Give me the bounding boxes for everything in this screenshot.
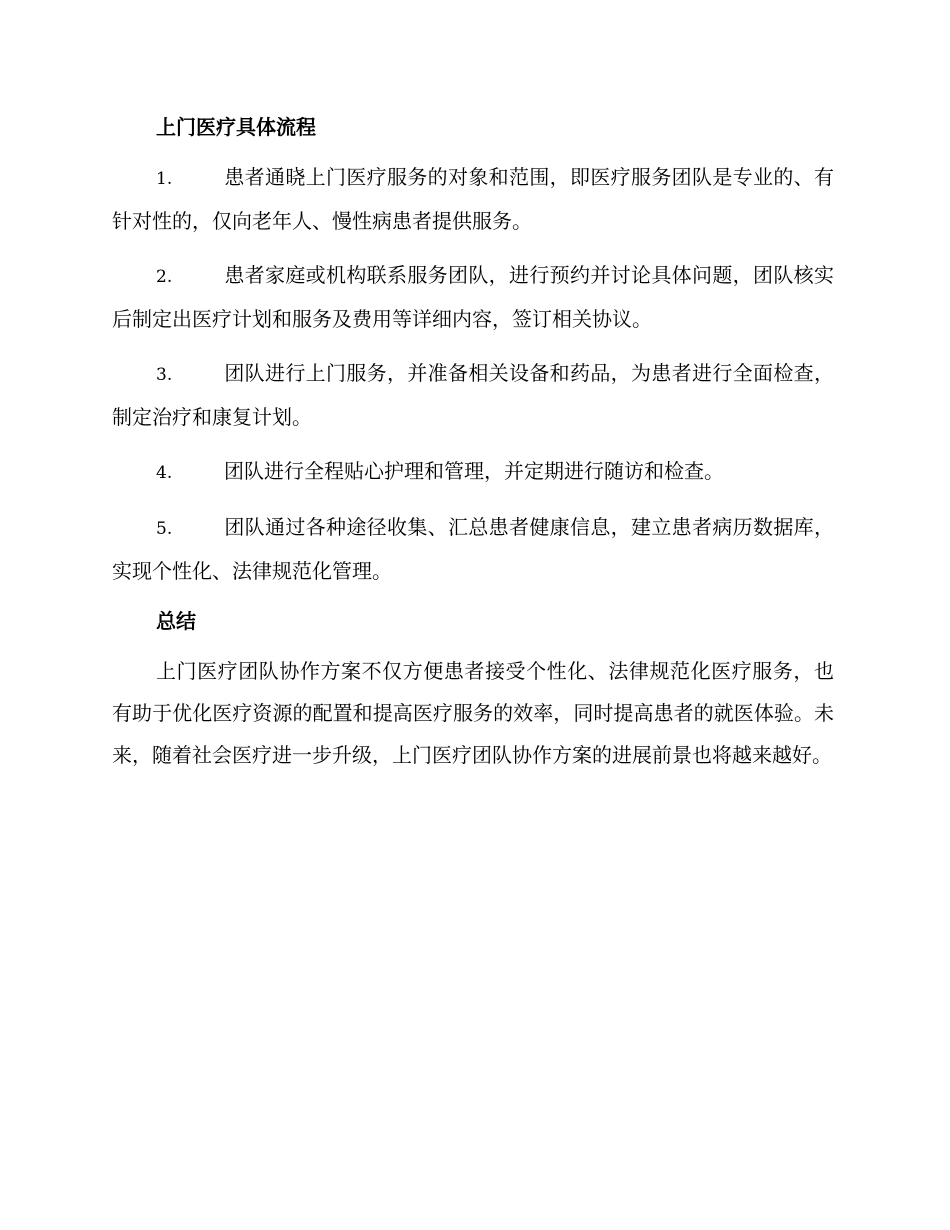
list-item-number: 4. bbox=[156, 463, 173, 483]
list-item-text: 团队进行上门服务，并准备相关设备和药品，为患者进行全面检查，制定治疗和康复计划。 bbox=[112, 361, 834, 429]
list-item-text: 团队通过各种途径收集、汇总患者健康信息，建立患者病历数据库，实现个性化、法律规范化管理。 bbox=[112, 515, 834, 583]
list-item-text: 团队进行全程贴心护理和管理，并定期进行随访和检查。 bbox=[224, 459, 724, 483]
section-heading-process: 上门医疗具体流程 bbox=[156, 115, 316, 139]
document-body bbox=[112, 110, 834, 776]
list-item bbox=[112, 506, 834, 592]
list-item bbox=[112, 450, 834, 494]
summary-paragraph: 上门医疗团队协作方案不仅方便患者接受个性化、法律规范化医疗服务，也有助于优化医疗资源的配置和提高医疗服务的效率，同时提高患者的就医体验。未来，随着社会医疗进一步升级，上门医疗团队协作方案的进展前景也将越来越好。 bbox=[112, 659, 834, 767]
list-item bbox=[112, 352, 834, 438]
list-item bbox=[112, 156, 834, 242]
list-item-text: 患者家庭或机构联系服务团队，进行预约并讨论具体问题，团队核实后制定出医疗计划和服务及费用等详细内容，签订相关协议。 bbox=[112, 263, 834, 331]
list-item bbox=[112, 254, 834, 340]
list-item-number: 3. bbox=[156, 365, 173, 385]
list-item-number: 2. bbox=[156, 267, 173, 287]
list-item-text: 患者通晓上门医疗服务的对象和范围，即医疗服务团队是专业的、有针对性的，仅向老年人、慢性病患者提供服务。 bbox=[112, 165, 834, 233]
section-heading-summary: 总结 bbox=[156, 609, 196, 633]
list-item-number: 5. bbox=[156, 519, 173, 539]
list-item-number: 1. bbox=[156, 169, 173, 189]
